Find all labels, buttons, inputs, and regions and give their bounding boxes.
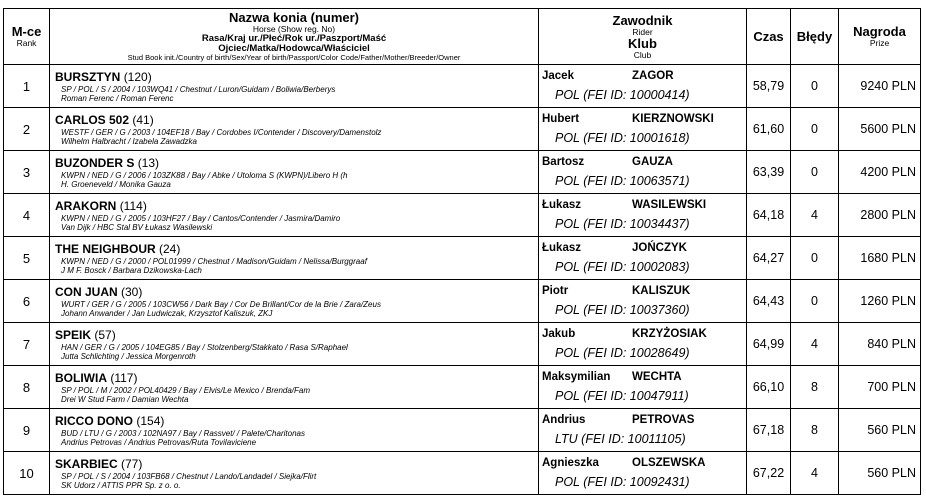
rank-value: 3 (22, 164, 31, 180)
rider-name (542, 284, 746, 298)
header-rider-label: Zawodnik (612, 12, 673, 28)
prize-value: 1680 PLN (860, 251, 916, 265)
horse-number: (154) (136, 413, 165, 428)
prize-cell (839, 151, 921, 194)
faults-value: 4 (811, 208, 818, 222)
horse-number: (30) (121, 284, 143, 299)
horse-name-line (55, 156, 535, 171)
horse-name-line (55, 328, 535, 343)
rank-value: 5 (22, 250, 31, 266)
header-time (747, 9, 791, 65)
table-row (4, 280, 921, 323)
rider-name (542, 198, 746, 212)
horse-name-line (55, 199, 535, 214)
rank-value: 9 (22, 422, 31, 438)
rank-cell (4, 452, 50, 495)
horse-pedigree: HAN / GER / G / 2005 / 104EG85 / Bay / Stolzenberg/Stakkato / Rasa S/Raphael (61, 342, 348, 352)
horse-cell (50, 280, 539, 323)
prize-value: 840 PLN (867, 337, 916, 351)
rider-first-name: Jakub (542, 328, 576, 340)
header-horse-label: Nazwa konia (numer) (228, 10, 360, 25)
rider-last-name: KRZYŻOSIAK (632, 328, 707, 340)
horse-name: BUZONDER S (55, 155, 135, 170)
rider-first-name: Agnieszka (542, 457, 599, 469)
rank-cell (4, 151, 50, 194)
header-rider (539, 9, 747, 65)
horse-pedigree: KWPN / NED / G / 2005 / 103HF27 / Bay / Cantos/Contender / Jasmira/Damiro (61, 213, 341, 223)
rider-club: POL (FEI ID: 10037360) (555, 303, 690, 317)
time-value: 64,27 (752, 251, 785, 265)
horse-cell (50, 452, 539, 495)
rider-last-name: WECHTA (632, 371, 682, 383)
faults-cell (791, 280, 839, 323)
time-value: 67,22 (752, 466, 785, 480)
faults-value: 4 (811, 337, 818, 351)
rank-value: 2 (22, 121, 31, 137)
rank-cell (4, 280, 50, 323)
rider-club: POL (FEI ID: 10063571) (555, 174, 690, 188)
rider-last-name: WASILEWSKI (632, 199, 707, 211)
faults-cell (791, 452, 839, 495)
horse-name: CON JUAN (55, 284, 118, 299)
rider-club: POL (FEI ID: 10001618) (555, 131, 690, 145)
prize-value: 5600 PLN (860, 122, 916, 136)
horse-number: (77) (121, 456, 143, 471)
header-prize-label: Nagroda (853, 24, 906, 39)
horse-pedigree: WURT / GER / G / 2005 / 103CW56 / Dark Bay / Cor De Brillant/Cor de la Brie / Zara/Zeus (61, 299, 381, 309)
rank-cell (4, 409, 50, 452)
horse-name: SPEIK (55, 327, 92, 342)
rider-last-name: KALISZUK (632, 285, 691, 297)
horse-pedigree: WESTF / GER / G / 2003 / 104EF18 / Bay / Cordobes I/Contender / Discovery/Damenstolz (61, 127, 382, 137)
header-club-label: Klub (628, 35, 657, 51)
horse-cell (50, 323, 539, 366)
rank-cell (4, 194, 50, 237)
horse-name: THE NEIGHBOUR (55, 241, 156, 256)
rider-first-name: Hubert (542, 113, 580, 125)
time-value: 58,79 (752, 79, 785, 93)
rank-cell (4, 237, 50, 280)
table-row (4, 151, 921, 194)
prize-cell (839, 237, 921, 280)
header-horse (50, 9, 539, 65)
time-value: 64,18 (752, 208, 785, 222)
table-header-row (4, 9, 921, 65)
rider-cell (539, 366, 747, 409)
table-row (4, 366, 921, 409)
horse-name-line (55, 414, 535, 429)
time-cell (747, 452, 791, 495)
rider-cell (539, 323, 747, 366)
rider-cell (539, 65, 747, 108)
faults-value: 0 (811, 122, 818, 136)
rank-cell (4, 65, 50, 108)
rider-name (542, 370, 746, 384)
time-cell (747, 108, 791, 151)
prize-cell (839, 452, 921, 495)
header-prize-sublabel: Prize (869, 38, 890, 48)
rank-cell (4, 366, 50, 409)
rider-first-name: Łukasz (542, 199, 581, 211)
rank-value: 1 (22, 78, 31, 94)
prize-cell (839, 194, 921, 237)
horse-name-line (55, 242, 535, 257)
header-horse-line1: Rasa/Kraj ur./Płeć/Rok ur./Paszport/Maść (201, 33, 387, 44)
faults-cell (791, 323, 839, 366)
faults-cell (791, 237, 839, 280)
faults-cell (791, 194, 839, 237)
horse-pedigree: KWPN / NED / G / 2000 / POL01999 / Chestnut / Madison/Guidam / Nelissa/Burggraaf (61, 256, 367, 266)
rider-first-name: Piotr (542, 285, 569, 297)
horse-owners: Johann Anwander / Jan Ludwiczak, Krzysztof Kaliszuk, ZKJ (61, 308, 273, 318)
table-row (4, 323, 921, 366)
faults-cell (791, 65, 839, 108)
horse-name: SKARBIEC (55, 456, 118, 471)
header-rider-sublabel: Rider (632, 26, 653, 37)
horse-owners: Drei W Stud Farm / Damian Wechta (61, 394, 189, 404)
time-cell (747, 409, 791, 452)
rank-value: 7 (22, 336, 31, 352)
time-cell (747, 194, 791, 237)
prize-value: 2800 PLN (860, 208, 916, 222)
header-horse-sublabel: Horse (Show reg. No) (252, 24, 336, 34)
horse-name-line (55, 70, 535, 85)
rank-value: 6 (22, 293, 31, 309)
prize-value: 4200 PLN (860, 165, 916, 179)
faults-value: 0 (811, 165, 818, 179)
rider-club: POL (FEI ID: 10092431) (555, 475, 690, 489)
horse-pedigree: SP / POL / M / 2002 / POL40429 / Bay / Elvis/Le Mexico / Brenda/Fam (61, 385, 311, 395)
time-value: 66,10 (752, 380, 785, 394)
prize-cell (839, 366, 921, 409)
header-faults-label: Błędy (796, 28, 833, 44)
table-row (4, 237, 921, 280)
rank-cell (4, 323, 50, 366)
time-cell (747, 323, 791, 366)
prize-cell (839, 108, 921, 151)
time-cell (747, 237, 791, 280)
horse-name: BURSZTYN (55, 69, 121, 84)
prize-value: 9240 PLN (860, 79, 916, 93)
prize-value: 1260 PLN (860, 294, 916, 308)
horse-name: ARAKORN (55, 198, 117, 213)
rider-name (542, 112, 746, 126)
header-rank (4, 9, 50, 65)
time-cell (747, 65, 791, 108)
horse-owners: J M F. Bosck / Barbara Dzikowska-Lach (61, 265, 202, 275)
header-prize (839, 9, 921, 65)
horse-cell (50, 409, 539, 452)
rider-name (542, 456, 746, 470)
time-cell (747, 280, 791, 323)
prize-value: 560 PLN (867, 423, 916, 437)
prize-cell (839, 323, 921, 366)
prize-value: 700 PLN (867, 380, 916, 394)
rider-cell (539, 237, 747, 280)
horse-name-line (55, 285, 535, 300)
rider-cell (539, 108, 747, 151)
header-rank-sublabel: Rank (16, 38, 37, 48)
rank-value: 4 (22, 207, 31, 223)
horse-pedigree: SP / POL / S / 2004 / 103WQ41 / Chestnut / Luron/Guidam / Boliwia/Berberys (61, 84, 336, 94)
horse-pedigree: BUD / LTU / G / 2003 / 102NA97 / Bay / Rassvet/ / Palete/Charitonas (61, 428, 305, 438)
horse-cell (50, 366, 539, 409)
faults-value: 8 (811, 423, 818, 437)
table-row (4, 65, 921, 108)
rider-name (542, 155, 746, 169)
horse-name: CARLOS 502 (55, 112, 130, 127)
table-row (4, 452, 921, 495)
horse-name-line (55, 457, 535, 472)
time-value: 67,18 (752, 423, 785, 437)
horse-name-line (55, 371, 535, 386)
rider-club: POL (FEI ID: 10034437) (555, 217, 690, 231)
horse-cell (50, 65, 539, 108)
rider-name (542, 241, 746, 255)
prize-value: 560 PLN (867, 466, 916, 480)
rider-first-name: Bartosz (542, 156, 585, 168)
horse-owners: Jutta Schlichting / Jessica Morgenroth (61, 351, 196, 361)
horse-pedigree: KWPN / NED / G / 2006 / 103ZK88 / Bay / Abke / Utoloma S (KWPN)/Libero H (h (61, 170, 348, 180)
horse-cell (50, 151, 539, 194)
horse-number: (24) (159, 241, 181, 256)
rider-last-name: GAUZA (632, 156, 673, 168)
rider-club: POL (FEI ID: 10047911) (555, 389, 689, 403)
rider-first-name: Łukasz (542, 242, 581, 254)
horse-number: (114) (119, 198, 147, 213)
rider-cell (539, 151, 747, 194)
prize-cell (839, 280, 921, 323)
rank-value: 8 (22, 379, 31, 395)
rider-name (542, 327, 746, 341)
table-row (4, 194, 921, 237)
time-value: 61,60 (752, 122, 785, 136)
rider-first-name: Maksymilian (542, 371, 611, 383)
rider-last-name: PETROVAS (632, 414, 695, 426)
rider-name (542, 413, 746, 427)
rider-cell (539, 280, 747, 323)
header-rank-label: M-ce (11, 24, 42, 39)
faults-value: 0 (811, 79, 818, 93)
faults-value: 4 (811, 466, 818, 480)
time-cell (747, 151, 791, 194)
header-faults (791, 9, 839, 65)
time-value: 64,43 (752, 294, 785, 308)
horse-number: (117) (110, 370, 138, 385)
faults-cell (791, 366, 839, 409)
rank-value: 10 (19, 465, 34, 481)
horse-owners: SK Udorz / ATTIS PPR Sp. z o. o. (61, 480, 181, 490)
header-horse-line2: Ojciec/Matka/Hodowca/Właściciel (218, 43, 370, 54)
table-row (4, 409, 921, 452)
rider-first-name: Andrius (542, 414, 586, 426)
horse-pedigree: SP / POL / S / 2004 / 103FB68 / Chestnut / Lando/Landadel / Siejka/Flirt (61, 471, 317, 481)
horse-owners: Wilhelm Halbracht / Izabela Zawadzka (61, 136, 197, 146)
rider-first-name: Jacek (542, 70, 574, 82)
faults-value: 0 (811, 251, 818, 265)
time-value: 63,39 (752, 165, 785, 179)
horse-cell (50, 194, 539, 237)
header-time-label: Czas (753, 28, 784, 44)
prize-cell (839, 409, 921, 452)
rider-last-name: OLSZEWSKA (632, 457, 706, 469)
header-horse-line3: Stud Book init./Country of birth/Sex/Year of birth/Passport/Color Code/Father/Mother/Breeder/Owner (127, 53, 461, 62)
rank-cell (4, 108, 50, 151)
rider-club: POL (FEI ID: 10002083) (555, 260, 690, 274)
horse-name: RICCO DONO (55, 413, 133, 428)
horse-cell (50, 108, 539, 151)
time-value: 64,99 (752, 337, 785, 351)
horse-number: (57) (94, 327, 116, 342)
rider-club: POL (FEI ID: 10028649) (555, 346, 690, 360)
faults-cell (791, 108, 839, 151)
header-club-sublabel: Club (633, 49, 652, 60)
horse-name-line (55, 113, 535, 128)
table-row (4, 108, 921, 151)
rider-last-name: JOŃCZYK (632, 242, 687, 254)
faults-cell (791, 409, 839, 452)
rider-cell (539, 409, 747, 452)
rider-last-name: KIERZNOWSKI (632, 113, 714, 125)
horse-number: (41) (132, 112, 154, 127)
horse-number: (120) (123, 69, 152, 84)
rider-club: LTU (FEI ID: 10011105) (555, 432, 686, 446)
rider-club: POL (FEI ID: 10000414) (555, 88, 690, 102)
horse-owners: H. Groeneveld / Monika Gauza (61, 179, 171, 189)
results-table (3, 8, 921, 495)
faults-cell (791, 151, 839, 194)
rider-cell (539, 194, 747, 237)
horse-owners: Van Dijk / HBC Stal BV Łukasz Wasilewski (61, 222, 213, 232)
faults-value: 0 (811, 294, 818, 308)
horse-owners: Andrius Petrovas / Andrius Petrovas/Ruta Tovilaviciene (61, 437, 257, 447)
rider-last-name: ZAGOR (632, 70, 674, 82)
horse-number: (13) (137, 155, 160, 170)
rider-cell (539, 452, 747, 495)
horse-cell (50, 237, 539, 280)
horse-owners: Roman Ferenc / Roman Ferenc (61, 93, 174, 103)
results-body (4, 65, 921, 495)
horse-name: BOLIWIA (55, 370, 107, 385)
rider-name (542, 69, 746, 83)
faults-value: 8 (811, 380, 818, 394)
prize-cell (839, 65, 921, 108)
time-cell (747, 366, 791, 409)
